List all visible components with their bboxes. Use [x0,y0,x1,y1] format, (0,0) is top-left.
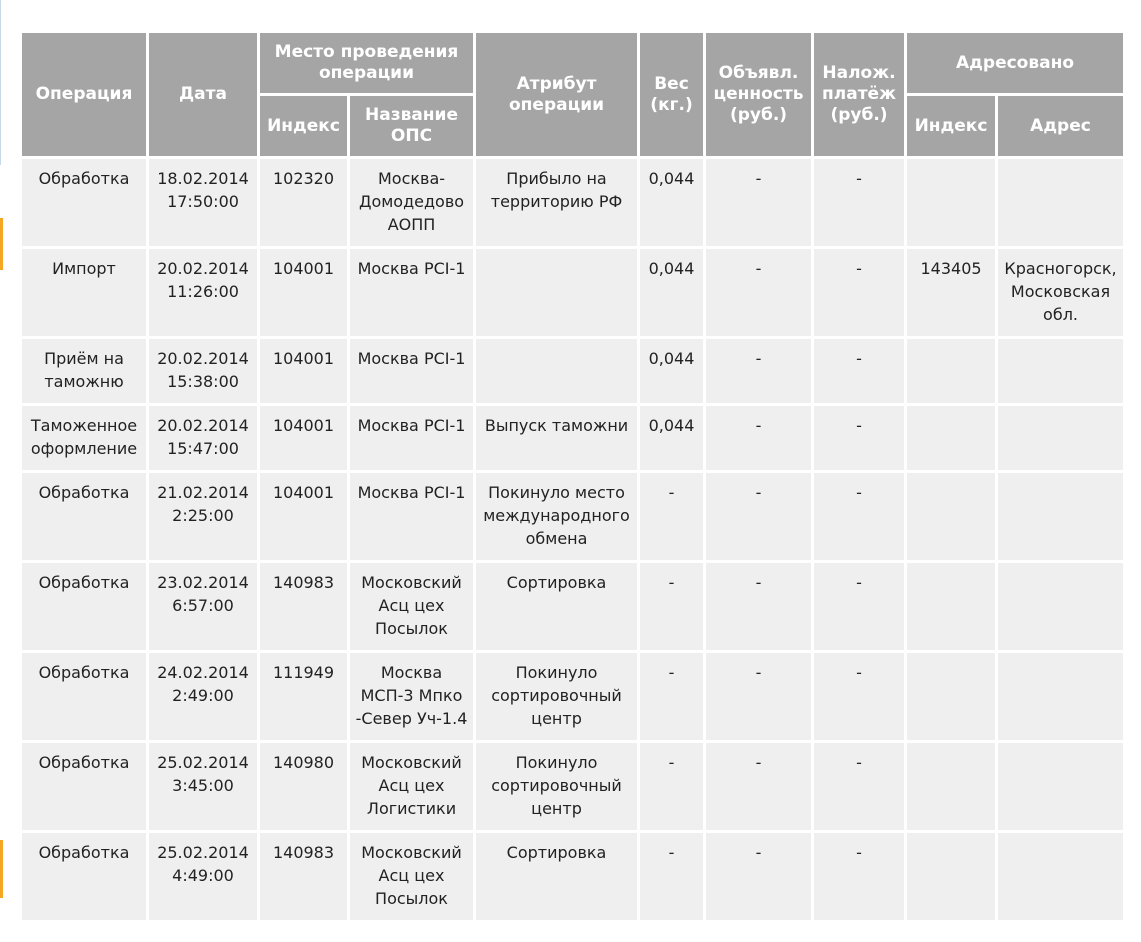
cell-addressed-address [998,653,1123,740]
cell-declared-value: - [706,743,811,830]
table-row [22,563,1123,650]
cell-index: 104001 [260,249,347,336]
cell-date: 24.02.2014 2:49:00 [149,653,257,740]
header-declared-value: Объявл. ценность (руб.) [706,33,811,156]
cell-addressed-index: 143405 [907,249,995,336]
cell-weight: - [640,833,703,920]
cell-declared-value: - [706,249,811,336]
cell-cash-on-delivery: - [814,563,904,650]
header-place-index: Индекс [260,96,347,156]
cell-date: 23.02.2014 6:57:00 [149,563,257,650]
header-weight: Вес (кг.) [640,33,703,156]
cell-index: 104001 [260,473,347,560]
cell-addressed-address [998,473,1123,560]
cell-addressed-index [907,406,995,470]
header-addressed-address: Адрес [998,96,1123,156]
cell-attribute: Покинуло сортировочный центр [476,743,637,830]
cell-addressed-index [907,743,995,830]
header-addressed-index: Индекс [907,96,995,156]
header-operation: Операция [22,33,146,156]
cell-addressed-address [998,833,1123,920]
cell-declared-value: - [706,339,811,403]
cell-operation: Приём на таможню [22,339,146,403]
cell-attribute: Прибыло на территорию РФ [476,159,637,246]
cell-weight: - [640,563,703,650]
cell-operation: Импорт [22,249,146,336]
cell-weight: 0,044 [640,249,703,336]
tracking-table [19,30,1126,923]
cell-operation: Обработка [22,159,146,246]
cell-declared-value: - [706,833,811,920]
cell-addressed-address [998,159,1123,246]
cell-addressed-index [907,653,995,740]
cell-weight: 0,044 [640,159,703,246]
cell-ops-name: Москва-Домодедово АОПП [350,159,473,246]
cell-ops-name: Москва PCI-1 [350,249,473,336]
cell-weight: - [640,743,703,830]
cell-cash-on-delivery: - [814,653,904,740]
left-edge-accent-mark [0,840,3,898]
cell-addressed-index [907,339,995,403]
cell-declared-value: - [706,159,811,246]
cell-weight: - [640,473,703,560]
table-row [22,159,1123,246]
cell-attribute: Выпуск таможни [476,406,637,470]
table-row [22,249,1123,336]
cell-index: 102320 [260,159,347,246]
cell-operation: Обработка [22,473,146,560]
header-cash-on-delivery: Налож. платёж (руб.) [814,33,904,156]
cell-date: 20.02.2014 15:47:00 [149,406,257,470]
cell-addressed-index [907,473,995,560]
cell-attribute [476,249,637,336]
left-edge-accent-mark [0,218,3,270]
cell-declared-value: - [706,563,811,650]
cell-addressed-address [998,406,1123,470]
table-header-row [22,33,1123,93]
table-row [22,406,1123,470]
cell-index: 104001 [260,406,347,470]
cell-operation: Таможенное оформление [22,406,146,470]
cell-declared-value: - [706,406,811,470]
cell-attribute [476,339,637,403]
cell-index: 140980 [260,743,347,830]
cell-attribute: Сортировка [476,563,637,650]
cell-weight: 0,044 [640,339,703,403]
cell-date: 18.02.2014 17:50:00 [149,159,257,246]
cell-operation: Обработка [22,833,146,920]
header-attribute: Атрибут операции [476,33,637,156]
cell-attribute: Сортировка [476,833,637,920]
header-date: Дата [149,33,257,156]
cell-ops-name: Московский Асц цех Посылок [350,563,473,650]
cell-operation: Обработка [22,743,146,830]
cell-index: 140983 [260,833,347,920]
cell-date: 21.02.2014 2:25:00 [149,473,257,560]
cell-ops-name: Москва PCI-1 [350,473,473,560]
cell-index: 111949 [260,653,347,740]
header-place-group: Место проведения операции [260,33,473,93]
cell-ops-name: Москва МСП-3 Мпко -Север Уч-1.4 [350,653,473,740]
cell-ops-name: Москва PCI-1 [350,406,473,470]
cell-cash-on-delivery: - [814,249,904,336]
cell-addressed-address [998,743,1123,830]
cell-ops-name: Московский Асц цех Посылок [350,833,473,920]
cell-cash-on-delivery: - [814,833,904,920]
cell-ops-name: Московский Асц цех Логистики [350,743,473,830]
cell-date: 20.02.2014 11:26:00 [149,249,257,336]
cell-operation: Обработка [22,563,146,650]
cell-attribute: Покинуло сортировочный центр [476,653,637,740]
cell-declared-value: - [706,473,811,560]
cell-addressed-index [907,563,995,650]
cell-addressed-address [998,563,1123,650]
table-row [22,653,1123,740]
cell-cash-on-delivery: - [814,159,904,246]
header-addressed-group: Адресовано [907,33,1123,93]
cell-weight: - [640,653,703,740]
table-row [22,743,1123,830]
cell-cash-on-delivery: - [814,339,904,403]
table-row [22,473,1123,560]
cell-addressed-address [998,339,1123,403]
cell-operation: Обработка [22,653,146,740]
table-row [22,339,1123,403]
header-place-name: Название ОПС [350,96,473,156]
cell-date: 25.02.2014 4:49:00 [149,833,257,920]
cell-attribute: Покинуло место международного обмена [476,473,637,560]
cell-ops-name: Москва PCI-1 [350,339,473,403]
cell-date: 25.02.2014 3:45:00 [149,743,257,830]
cell-cash-on-delivery: - [814,473,904,560]
cell-declared-value: - [706,653,811,740]
cell-addressed-index [907,159,995,246]
left-edge-line [0,0,1,165]
cell-cash-on-delivery: - [814,406,904,470]
cell-cash-on-delivery: - [814,743,904,830]
cell-index: 104001 [260,339,347,403]
cell-date: 20.02.2014 15:38:00 [149,339,257,403]
cell-addressed-address: Красногорск, Московская обл. [998,249,1123,336]
table-row [22,833,1123,920]
cell-addressed-index [907,833,995,920]
cell-weight: 0,044 [640,406,703,470]
cell-index: 140983 [260,563,347,650]
